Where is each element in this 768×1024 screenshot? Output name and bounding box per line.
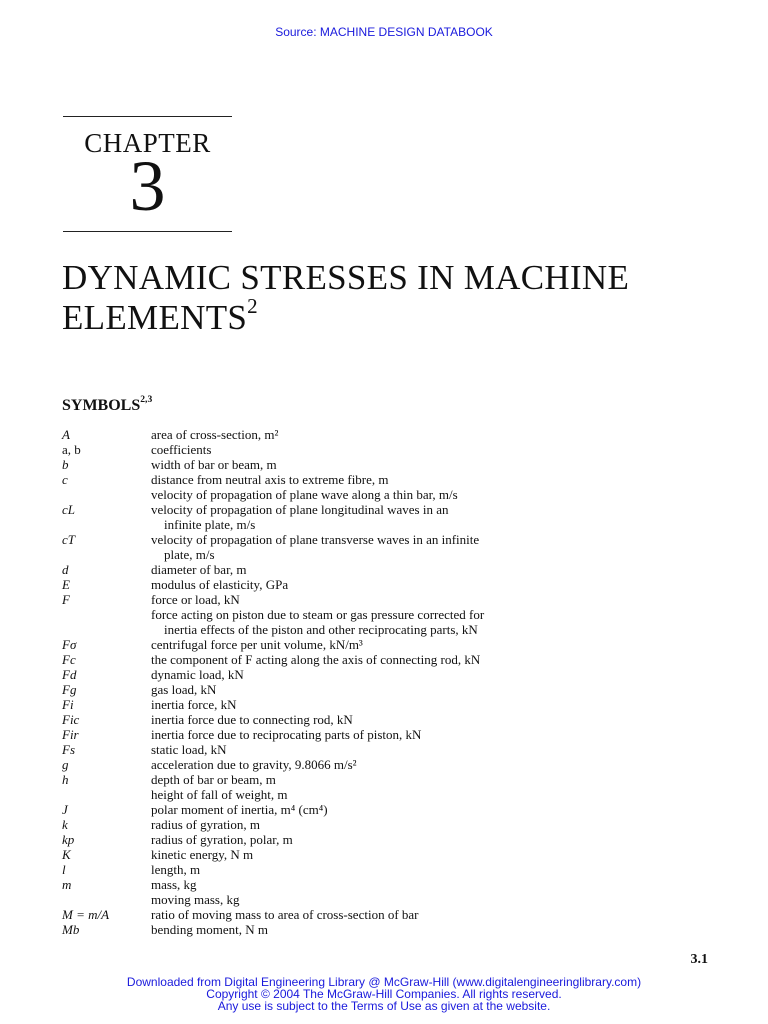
symbol-row: [62, 577, 722, 592]
symbol-row: [62, 472, 722, 487]
symbol-term: A: [62, 427, 70, 442]
symbol-term: h: [62, 772, 69, 787]
symbol-row: [62, 832, 722, 847]
symbol-description-line: inertia force due to reciprocating parts of piston, kN: [151, 727, 422, 742]
symbol-description-line: velocity of propagation of plane transverse waves in an infinite: [151, 532, 480, 547]
page-number: 3.1: [690, 952, 708, 967]
symbol-row: [62, 562, 722, 577]
symbol-description: [151, 457, 722, 472]
source-link[interactable]: Source: MACHINE DESIGN DATABOOK: [275, 25, 493, 39]
symbol-term: cL: [62, 502, 75, 517]
symbol-term: Fσ: [62, 637, 77, 652]
symbol-row: [62, 802, 722, 817]
symbol-description-line: inertia force, kN: [151, 697, 237, 712]
symbol-description-line: ratio of moving mass to area of cross-section of bar: [151, 907, 419, 922]
symbol-row: [62, 712, 722, 727]
symbol-row: [62, 592, 722, 607]
symbol-description-line: diameter of bar, m: [151, 562, 247, 577]
symbol-description-line: depth of bar or beam, m: [151, 772, 276, 787]
symbol-description-line: inertia effects of the piston and other reciprocating parts, kN: [164, 622, 478, 637]
symbol-description-line: bending moment, N m: [151, 922, 268, 937]
symbol-term: g: [62, 757, 69, 772]
symbol-description-line: length, m: [151, 862, 201, 877]
footer-terms-link[interactable]: Any use is subject to the Terms of Use as given at the website.: [217, 999, 551, 1013]
symbol-description-line: velocity of propagation of plane longitudinal waves in an: [151, 502, 449, 517]
symbol-row: [62, 817, 722, 832]
symbol-row: [62, 532, 722, 562]
symbol-row: [62, 847, 722, 862]
symbol-row: [62, 427, 722, 442]
chapter-rule-top: [63, 116, 232, 117]
symbol-term: Fi: [62, 697, 74, 712]
symbol-description: [151, 502, 722, 532]
footer-download-link[interactable]: Downloaded from Digital Engineering Library @ McGraw-Hill (www.digitalengineeringlibrary.com): [126, 975, 642, 989]
symbol-term: M = m/A: [62, 907, 110, 922]
symbol-term: E: [62, 577, 70, 592]
symbol-description: [151, 682, 722, 697]
symbol-description-line: coefficients: [151, 442, 212, 457]
symbol-description: [151, 577, 722, 592]
symbol-description: [151, 427, 722, 442]
symbol-description: [151, 652, 722, 667]
symbol-description-line: polar moment of inertia, m⁴ (cm⁴): [151, 802, 328, 817]
footer-copyright: Copyright © 2004 The McGraw-Hill Companies. All rights reserved.: [206, 987, 562, 1001]
symbol-description: [151, 892, 722, 907]
symbol-description-line: mass, kg: [151, 877, 197, 892]
symbol-description-line: velocity of propagation of plane wave along a thin bar, m/s: [151, 487, 458, 502]
symbol-term: Fc: [62, 652, 76, 667]
symbol-description-line: gas load, kN: [151, 682, 217, 697]
symbol-row: [62, 877, 722, 892]
symbol-description: [151, 667, 722, 682]
symbol-row: [62, 757, 722, 772]
symbol-row: [62, 502, 722, 532]
symbol-description-line: width of bar or beam, m: [151, 457, 277, 472]
symbol-description: [151, 757, 722, 772]
symbol-term: a, b: [62, 442, 81, 457]
symbol-description-line: force or load, kN: [151, 592, 240, 607]
symbol-description-line: height of fall of weight, m: [151, 787, 288, 802]
symbol-description-line: acceleration due to gravity, 9.8066 m/s²: [151, 757, 357, 772]
symbol-term: Fic: [62, 712, 80, 727]
symbol-term: Fir: [62, 727, 79, 742]
symbol-row: [62, 787, 722, 802]
symbol-term: F: [62, 592, 70, 607]
symbol-row: [62, 697, 722, 712]
symbol-description-line: force acting on piston due to steam or gas pressure corrected for: [151, 607, 485, 622]
symbol-row: [62, 607, 722, 637]
footer: [0, 976, 768, 1012]
symbol-term: d: [62, 562, 69, 577]
symbol-description-line: area of cross-section, m²: [151, 427, 279, 442]
chapter-number: 3: [129, 146, 166, 226]
symbol-description-line: moving mass, kg: [151, 892, 240, 907]
symbols-heading: [62, 394, 153, 415]
symbol-row: [62, 922, 722, 937]
symbol-description-line: modulus of elasticity, GPa: [151, 577, 289, 592]
symbol-description: [151, 472, 722, 487]
symbol-row: [62, 682, 722, 697]
symbol-description-line: static load, kN: [151, 742, 227, 757]
symbol-description: [151, 727, 722, 742]
symbol-row: [62, 862, 722, 877]
symbol-description: [151, 922, 722, 937]
symbol-description: [151, 862, 722, 877]
symbol-description: [151, 832, 722, 847]
symbol-row: [62, 772, 722, 787]
symbol-row: [62, 727, 722, 742]
symbol-description: [151, 802, 722, 817]
symbol-term: Mb: [62, 922, 80, 937]
symbol-description-line: distance from neutral axis to extreme fibre, m: [151, 472, 389, 487]
symbol-term: b: [62, 457, 69, 472]
symbols-heading-reference: 2,3: [140, 394, 153, 406]
symbol-row: [62, 637, 722, 652]
symbol-term: c: [62, 472, 68, 487]
symbol-description-line: inertia force due to connecting rod, kN: [151, 712, 353, 727]
symbol-description-line: plate, m/s: [164, 547, 215, 562]
symbol-description: [151, 442, 722, 457]
symbol-row: [62, 742, 722, 757]
symbol-description: [151, 532, 722, 562]
symbol-term: k: [62, 817, 68, 832]
symbol-description: [151, 607, 722, 637]
symbol-description-line: radius of gyration, m: [151, 817, 261, 832]
symbol-description: [151, 637, 722, 652]
symbol-description: [151, 697, 722, 712]
symbol-row: [62, 907, 722, 922]
chapter-title-reference: 2: [247, 294, 258, 319]
symbol-row: [62, 442, 722, 457]
symbol-row: [62, 667, 722, 682]
symbol-term: kp: [62, 832, 75, 847]
symbol-row: [62, 892, 722, 907]
symbol-term: cT: [62, 532, 75, 547]
symbol-description-line: radius of gyration, polar, m: [151, 832, 293, 847]
symbol-row: [62, 652, 722, 667]
symbol-term: m: [62, 877, 72, 892]
symbol-description: [151, 787, 722, 802]
symbol-term: Fs: [62, 742, 75, 757]
symbol-description: [151, 487, 722, 502]
symbol-description: [151, 742, 722, 757]
symbol-term: l: [62, 862, 66, 877]
symbol-description-line: centrifugal force per unit volume, kN/m³: [151, 637, 363, 652]
symbol-description: [151, 772, 722, 787]
symbols-list: [62, 427, 722, 937]
chapter-title-text: DYNAMIC STRESSES IN MACHINE ELEMENTS: [62, 258, 630, 337]
symbol-description: [151, 592, 722, 607]
symbols-heading-text: SYMBOLS: [62, 397, 141, 414]
symbol-description: [151, 907, 722, 922]
symbol-row: [62, 457, 722, 472]
symbol-term: Fg: [62, 682, 77, 697]
symbol-description-line: dynamic load, kN: [151, 667, 244, 682]
symbol-description: [151, 877, 722, 892]
symbol-description-line: kinetic energy, N m: [151, 847, 254, 862]
symbol-description-line: the component of F acting along the axis of connecting rod, kN: [151, 652, 481, 667]
symbol-description: [151, 562, 722, 577]
symbol-row: [62, 487, 722, 502]
symbol-term: K: [62, 847, 71, 862]
chapter-title: [62, 258, 752, 338]
symbol-term: Fd: [62, 667, 77, 682]
chapter-label: CHAPTER: [84, 128, 211, 158]
chapter-rule-bottom: [63, 231, 232, 232]
symbol-description-line: infinite plate, m/s: [164, 517, 256, 532]
symbol-description: [151, 817, 722, 832]
symbol-description: [151, 847, 722, 862]
symbol-description: [151, 712, 722, 727]
symbol-term: J: [62, 802, 68, 817]
